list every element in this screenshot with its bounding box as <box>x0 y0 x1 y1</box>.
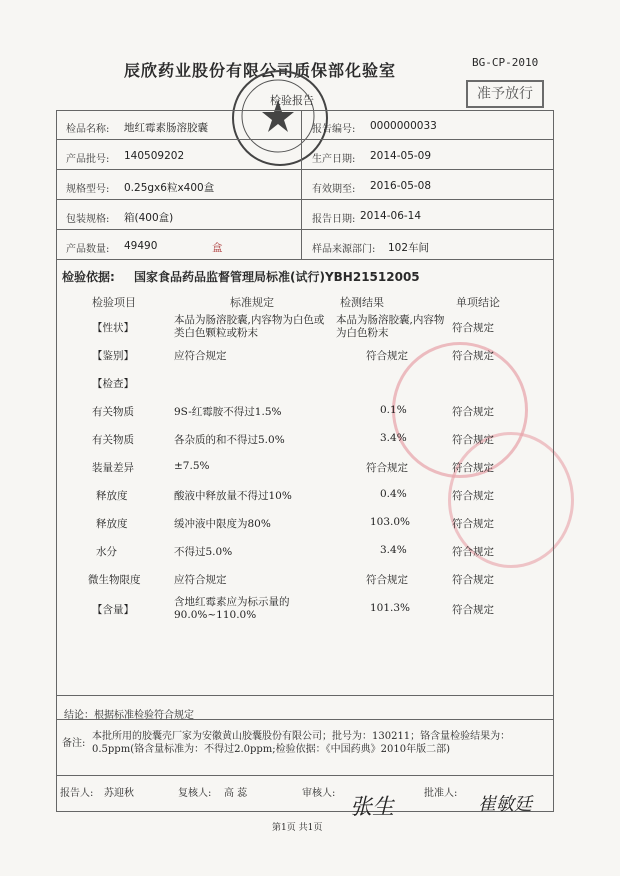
table-row-standard: 应符合规定 <box>174 350 227 362</box>
table-row-item: 【含量】 <box>92 604 134 616</box>
divider <box>57 139 553 140</box>
spec-label: 规格型号: <box>66 184 110 195</box>
table-row-standard: ±7.5% <box>174 460 210 472</box>
page-number: 第1页 共1页 <box>272 823 323 833</box>
table-row-item: 有关物质 <box>92 434 134 446</box>
table-row-conclusion: 符合规定 <box>452 490 494 502</box>
header-conclusion: 单项结论 <box>456 296 500 309</box>
table-row-standard: 各杂质的和不得过5.0% <box>174 434 285 446</box>
product-name-label: 检品名称: <box>66 124 110 135</box>
table-row-result: 0.1% <box>380 404 407 416</box>
table-row-conclusion: 符合规定 <box>452 462 494 474</box>
divider <box>57 695 553 696</box>
product-name: 地红霉素肠溶胶囊 <box>124 122 208 134</box>
divider <box>57 229 553 230</box>
header-result: 检测结果 <box>340 296 384 309</box>
table-row-standard: 本品为肠溶胶囊,内容物为白色或 类白色颗粒或粉末 <box>174 314 325 339</box>
table-row-result: 本品为肠溶胶囊,内容物为白色粉末 <box>336 314 445 339</box>
divider <box>57 775 553 776</box>
table-row-item: 释放度 <box>96 518 128 530</box>
batch-number-label: 产品批号: <box>66 154 110 165</box>
production-date-label: 生产日期: <box>312 154 356 165</box>
quantity-unit: 盒 <box>212 242 223 254</box>
remark-text: 本批所用的胶囊壳厂家为安徽黄山胶囊股份有限公司；批号为：130211；铬含量检验结果为：0.5ppm(铬含量标准为：不得过2.0ppm;检验依据：《中国药典》2010年版二部) <box>92 731 511 755</box>
quantity: 49490 <box>124 240 158 252</box>
table-row-item: 有关物质 <box>92 406 134 418</box>
table-row-result: 符合规定 <box>366 462 408 474</box>
remark-label: 备注: <box>62 738 86 749</box>
table-row-item: 释放度 <box>96 490 128 502</box>
expiry-date-label: 有效期至: <box>312 184 356 195</box>
table-row-item: 装量差异 <box>92 462 134 474</box>
table-row-conclusion: 符合规定 <box>452 518 494 530</box>
table-row-result: 0.4% <box>380 488 407 500</box>
table-row-result: 3.4% <box>380 432 407 444</box>
table-row-conclusion: 符合规定 <box>452 350 494 362</box>
table-row-conclusion: 符合规定 <box>452 434 494 446</box>
approver-signature: 崔敏廷 <box>478 794 532 815</box>
table-row-result: 符合规定 <box>366 350 408 362</box>
divider <box>57 169 553 170</box>
table-row-item: 【性状】 <box>92 322 134 334</box>
table-row-result: 101.3% <box>370 602 411 614</box>
production-date: 2014-05-09 <box>370 150 432 162</box>
release-stamp: 准予放行 <box>466 80 544 108</box>
table-row-item: 【鉴别】 <box>92 350 134 362</box>
divider <box>57 259 553 260</box>
report-number: 0000000033 <box>370 120 437 132</box>
approver-label: 批准人: <box>424 788 458 799</box>
spec: 0.25gx6粒x400盒 <box>124 182 215 194</box>
table-row-item: 微生物限度 <box>88 574 141 586</box>
package-label: 包装规格: <box>66 214 110 225</box>
auditor-label: 审核人: <box>302 788 336 799</box>
table-row-conclusion: 符合规定 <box>452 574 494 586</box>
report-number-label: 报告编号: <box>312 124 356 135</box>
table-row-conclusion: 符合规定 <box>452 406 494 418</box>
reviewer-name: 高 蕊 <box>224 788 248 799</box>
report-title: 辰欣药业股份有限公司质保部化验室 <box>124 61 397 80</box>
package: 箱(400盒) <box>124 212 174 224</box>
quantity-label: 产品数量: <box>66 244 110 255</box>
table-row-item: 【检查】 <box>92 378 134 390</box>
report-date-label: 报告日期: <box>312 214 356 225</box>
divider <box>57 199 553 200</box>
header-item: 检验项目 <box>92 296 136 309</box>
reporter-label: 报告人: <box>60 788 94 799</box>
table-row-result: 符合规定 <box>366 574 408 586</box>
batch-number: 140509202 <box>124 150 185 162</box>
expiry-date: 2016-05-08 <box>370 180 432 192</box>
table-row-item: 水分 <box>96 546 117 558</box>
table-row-standard: 酸液中释放量不得过10% <box>174 490 292 502</box>
reporter-name: 苏迎秋 <box>104 788 134 799</box>
table-row-result: 103.0% <box>370 516 411 528</box>
reviewer-label: 复核人: <box>178 788 212 799</box>
table-row-result: 3.4% <box>380 544 407 556</box>
table-row-standard: 应符合规定 <box>174 574 227 586</box>
basis-value: 国家食品药品监督管理局标准(试行)YBH21512005 <box>134 270 420 284</box>
sample-dept-label: 样品来源部门: <box>312 244 376 255</box>
table-row-conclusion: 符合规定 <box>452 322 494 334</box>
basis-label: 检验依据: <box>62 270 115 284</box>
header-standard: 标准规定 <box>230 296 274 309</box>
conclusion-text: 结论：根据标准检验符合规定 <box>64 710 194 721</box>
sample-dept: 102车间 <box>388 242 430 254</box>
table-row-standard: 不得过5.0% <box>174 546 233 558</box>
report-date: 2014-06-14 <box>360 210 422 222</box>
auditor-signature: 张生 <box>350 795 395 820</box>
report-subtitle: 检验报告 <box>270 94 314 107</box>
document-code: BG-CP-2010 <box>472 56 539 69</box>
table-row-standard: 9S-红霉胺不得过1.5% <box>174 406 282 418</box>
table-row-standard: 缓冲液中限度为80% <box>174 518 271 530</box>
table-row-conclusion: 符合规定 <box>452 546 494 558</box>
table-row-standard: 含地红霉素应为标示量的 90.0%~110.0% <box>174 596 290 621</box>
divider <box>301 111 302 259</box>
table-row-conclusion: 符合规定 <box>452 604 494 616</box>
